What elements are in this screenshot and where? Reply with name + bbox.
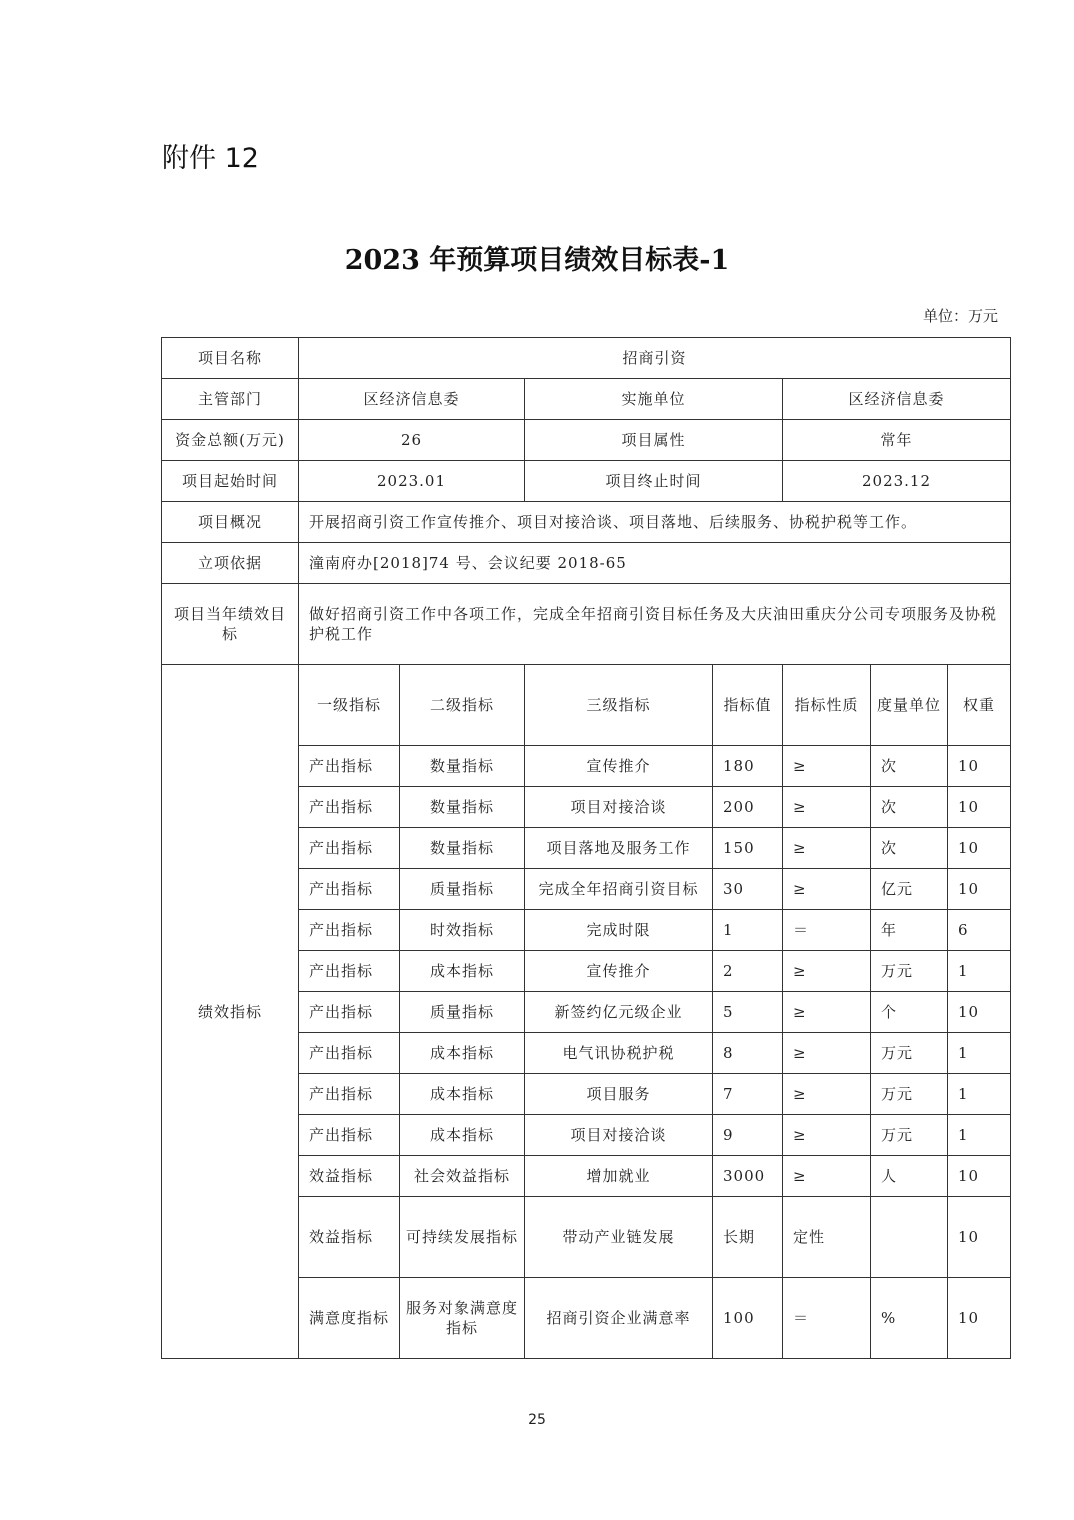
cell-unit: 年 (871, 910, 948, 951)
funds-label: 资金总额(万元) (162, 420, 299, 461)
basis-label: 立项依据 (162, 543, 299, 584)
funds-value: 26 (299, 420, 525, 461)
cell-nature: ≥ (783, 992, 871, 1033)
cell-weight: 10 (948, 828, 1011, 869)
row-project-name (162, 338, 1011, 379)
dept-label: 主管部门 (162, 379, 299, 420)
cell-value: 180 (713, 746, 783, 787)
cell-unit: 人 (871, 1156, 948, 1197)
cell-level3: 宣传推介 (525, 746, 713, 787)
cell-value: 2 (713, 951, 783, 992)
cell-level2: 质量指标 (400, 992, 525, 1033)
cell-unit: 万元 (871, 951, 948, 992)
cell-weight: 10 (948, 787, 1011, 828)
cell-level3: 项目落地及服务工作 (525, 828, 713, 869)
cell-level1: 产出指标 (299, 1074, 400, 1115)
cell-level1: 产出指标 (299, 1033, 400, 1074)
cell-level1: 产出指标 (299, 787, 400, 828)
overview-label: 项目概况 (162, 502, 299, 543)
attachment-label: 附件 12 (162, 143, 259, 174)
row-funds (162, 420, 1011, 461)
performance-table (161, 337, 1011, 1359)
cell-level3: 增加就业 (525, 1156, 713, 1197)
indicator-header-row (162, 665, 1011, 746)
cell-level3: 项目服务 (525, 1074, 713, 1115)
cell-weight: 10 (948, 1278, 1011, 1359)
cell-level1: 产出指标 (299, 1115, 400, 1156)
cell-unit: 万元 (871, 1074, 948, 1115)
cell-level1: 产出指标 (299, 910, 400, 951)
cell-weight: 10 (948, 1197, 1011, 1278)
header-level2: 二级指标 (400, 665, 525, 746)
project-name-value: 招商引资 (299, 338, 1011, 379)
overview-value: 开展招商引资工作宣传推介、项目对接洽谈、项目落地、后续服务、协税护税等工作。 (299, 502, 1011, 543)
cell-unit: 个 (871, 992, 948, 1033)
cell-level2: 成本指标 (400, 1115, 525, 1156)
row-dept (162, 379, 1011, 420)
cell-nature: ≥ (783, 869, 871, 910)
cell-unit: 次 (871, 828, 948, 869)
start-label: 项目起始时间 (162, 461, 299, 502)
row-goal (162, 584, 1011, 665)
cell-level2: 服务对象满意度指标 (400, 1278, 525, 1359)
header-unit: 度量单位 (871, 665, 948, 746)
cell-value: 8 (713, 1033, 783, 1074)
impl-value: 区经济信息委 (783, 379, 1011, 420)
cell-level1: 产出指标 (299, 951, 400, 992)
cell-level3: 带动产业链发展 (525, 1197, 713, 1278)
basis-value: 潼南府办[2018]74 号、会议纪要 2018-65 (299, 543, 1011, 584)
cell-weight: 1 (948, 951, 1011, 992)
cell-unit: 亿元 (871, 869, 948, 910)
cell-level1: 产出指标 (299, 869, 400, 910)
cell-level2: 社会效益指标 (400, 1156, 525, 1197)
cell-nature: ＝ (783, 1278, 871, 1359)
row-overview (162, 502, 1011, 543)
cell-value: 100 (713, 1278, 783, 1359)
cell-level3: 项目对接洽谈 (525, 1115, 713, 1156)
cell-level3: 宣传推介 (525, 951, 713, 992)
dept-value: 区经济信息委 (299, 379, 525, 420)
cell-weight: 1 (948, 1115, 1011, 1156)
header-nature: 指标性质 (783, 665, 871, 746)
end-value: 2023.12 (783, 461, 1011, 502)
cell-level2: 可持续发展指标 (400, 1197, 525, 1278)
cell-nature: ≥ (783, 951, 871, 992)
header-level3: 三级指标 (525, 665, 713, 746)
cell-level1: 产出指标 (299, 828, 400, 869)
end-label: 项目终止时间 (525, 461, 783, 502)
cell-nature: ≥ (783, 787, 871, 828)
unit-label: 单位：万元 (922, 307, 998, 325)
cell-nature: ＝ (783, 910, 871, 951)
attr-label: 项目属性 (525, 420, 783, 461)
goal-value: 做好招商引资工作中各项工作，完成全年招商引资目标任务及大庆油田重庆分公司专项服务及协税护税工作 (299, 584, 1011, 665)
cell-nature: ≥ (783, 1074, 871, 1115)
cell-level1: 产出指标 (299, 746, 400, 787)
cell-weight: 10 (948, 746, 1011, 787)
cell-level2: 数量指标 (400, 828, 525, 869)
cell-nature: ≥ (783, 1033, 871, 1074)
cell-value: 7 (713, 1074, 783, 1115)
impl-label: 实施单位 (525, 379, 783, 420)
cell-nature: ≥ (783, 746, 871, 787)
cell-level2: 成本指标 (400, 1033, 525, 1074)
cell-value: 150 (713, 828, 783, 869)
cell-level3: 项目对接洽谈 (525, 787, 713, 828)
header-weight: 权重 (948, 665, 1011, 746)
cell-level2: 质量指标 (400, 869, 525, 910)
cell-level1: 产出指标 (299, 992, 400, 1033)
attr-value: 常年 (783, 420, 1011, 461)
indicators-label: 绩效指标 (162, 665, 299, 1359)
cell-unit: 次 (871, 746, 948, 787)
cell-value: 1 (713, 910, 783, 951)
cell-level1: 效益指标 (299, 1156, 400, 1197)
cell-weight: 10 (948, 1156, 1011, 1197)
cell-value: 9 (713, 1115, 783, 1156)
cell-value: 3000 (713, 1156, 783, 1197)
cell-level1: 效益指标 (299, 1197, 400, 1278)
cell-value: 长期 (713, 1197, 783, 1278)
cell-level1: 满意度指标 (299, 1278, 400, 1359)
page-title: 2023 年预算项目绩效目标表-1 (344, 245, 730, 276)
cell-level2: 时效指标 (400, 910, 525, 951)
cell-nature: ≥ (783, 1115, 871, 1156)
cell-unit: 万元 (871, 1033, 948, 1074)
header-value: 指标值 (713, 665, 783, 746)
cell-level2: 成本指标 (400, 951, 525, 992)
cell-weight: 1 (948, 1074, 1011, 1115)
cell-unit: 次 (871, 787, 948, 828)
cell-value: 30 (713, 869, 783, 910)
cell-weight: 10 (948, 992, 1011, 1033)
cell-unit (871, 1197, 948, 1278)
cell-level3: 招商引资企业满意率 (525, 1278, 713, 1359)
header-level1: 一级指标 (299, 665, 400, 746)
cell-value: 200 (713, 787, 783, 828)
cell-level3: 完成时限 (525, 910, 713, 951)
cell-weight: 10 (948, 869, 1011, 910)
cell-weight: 6 (948, 910, 1011, 951)
cell-level2: 成本指标 (400, 1074, 525, 1115)
cell-level3: 完成全年招商引资目标 (525, 869, 713, 910)
cell-level2: 数量指标 (400, 746, 525, 787)
cell-nature: ≥ (783, 828, 871, 869)
project-name-label: 项目名称 (162, 338, 299, 379)
row-basis (162, 543, 1011, 584)
cell-level3: 电气讯协税护税 (525, 1033, 713, 1074)
row-dates (162, 461, 1011, 502)
cell-unit: 万元 (871, 1115, 948, 1156)
cell-nature: ≥ (783, 1156, 871, 1197)
cell-value: 5 (713, 992, 783, 1033)
cell-nature: 定性 (783, 1197, 871, 1278)
goal-label: 项目当年绩效目标 (162, 584, 299, 665)
page-number: 25 (528, 1412, 546, 1428)
cell-weight: 1 (948, 1033, 1011, 1074)
start-value: 2023.01 (299, 461, 525, 502)
cell-level2: 数量指标 (400, 787, 525, 828)
cell-level3: 新签约亿元级企业 (525, 992, 713, 1033)
cell-unit: % (871, 1278, 948, 1359)
